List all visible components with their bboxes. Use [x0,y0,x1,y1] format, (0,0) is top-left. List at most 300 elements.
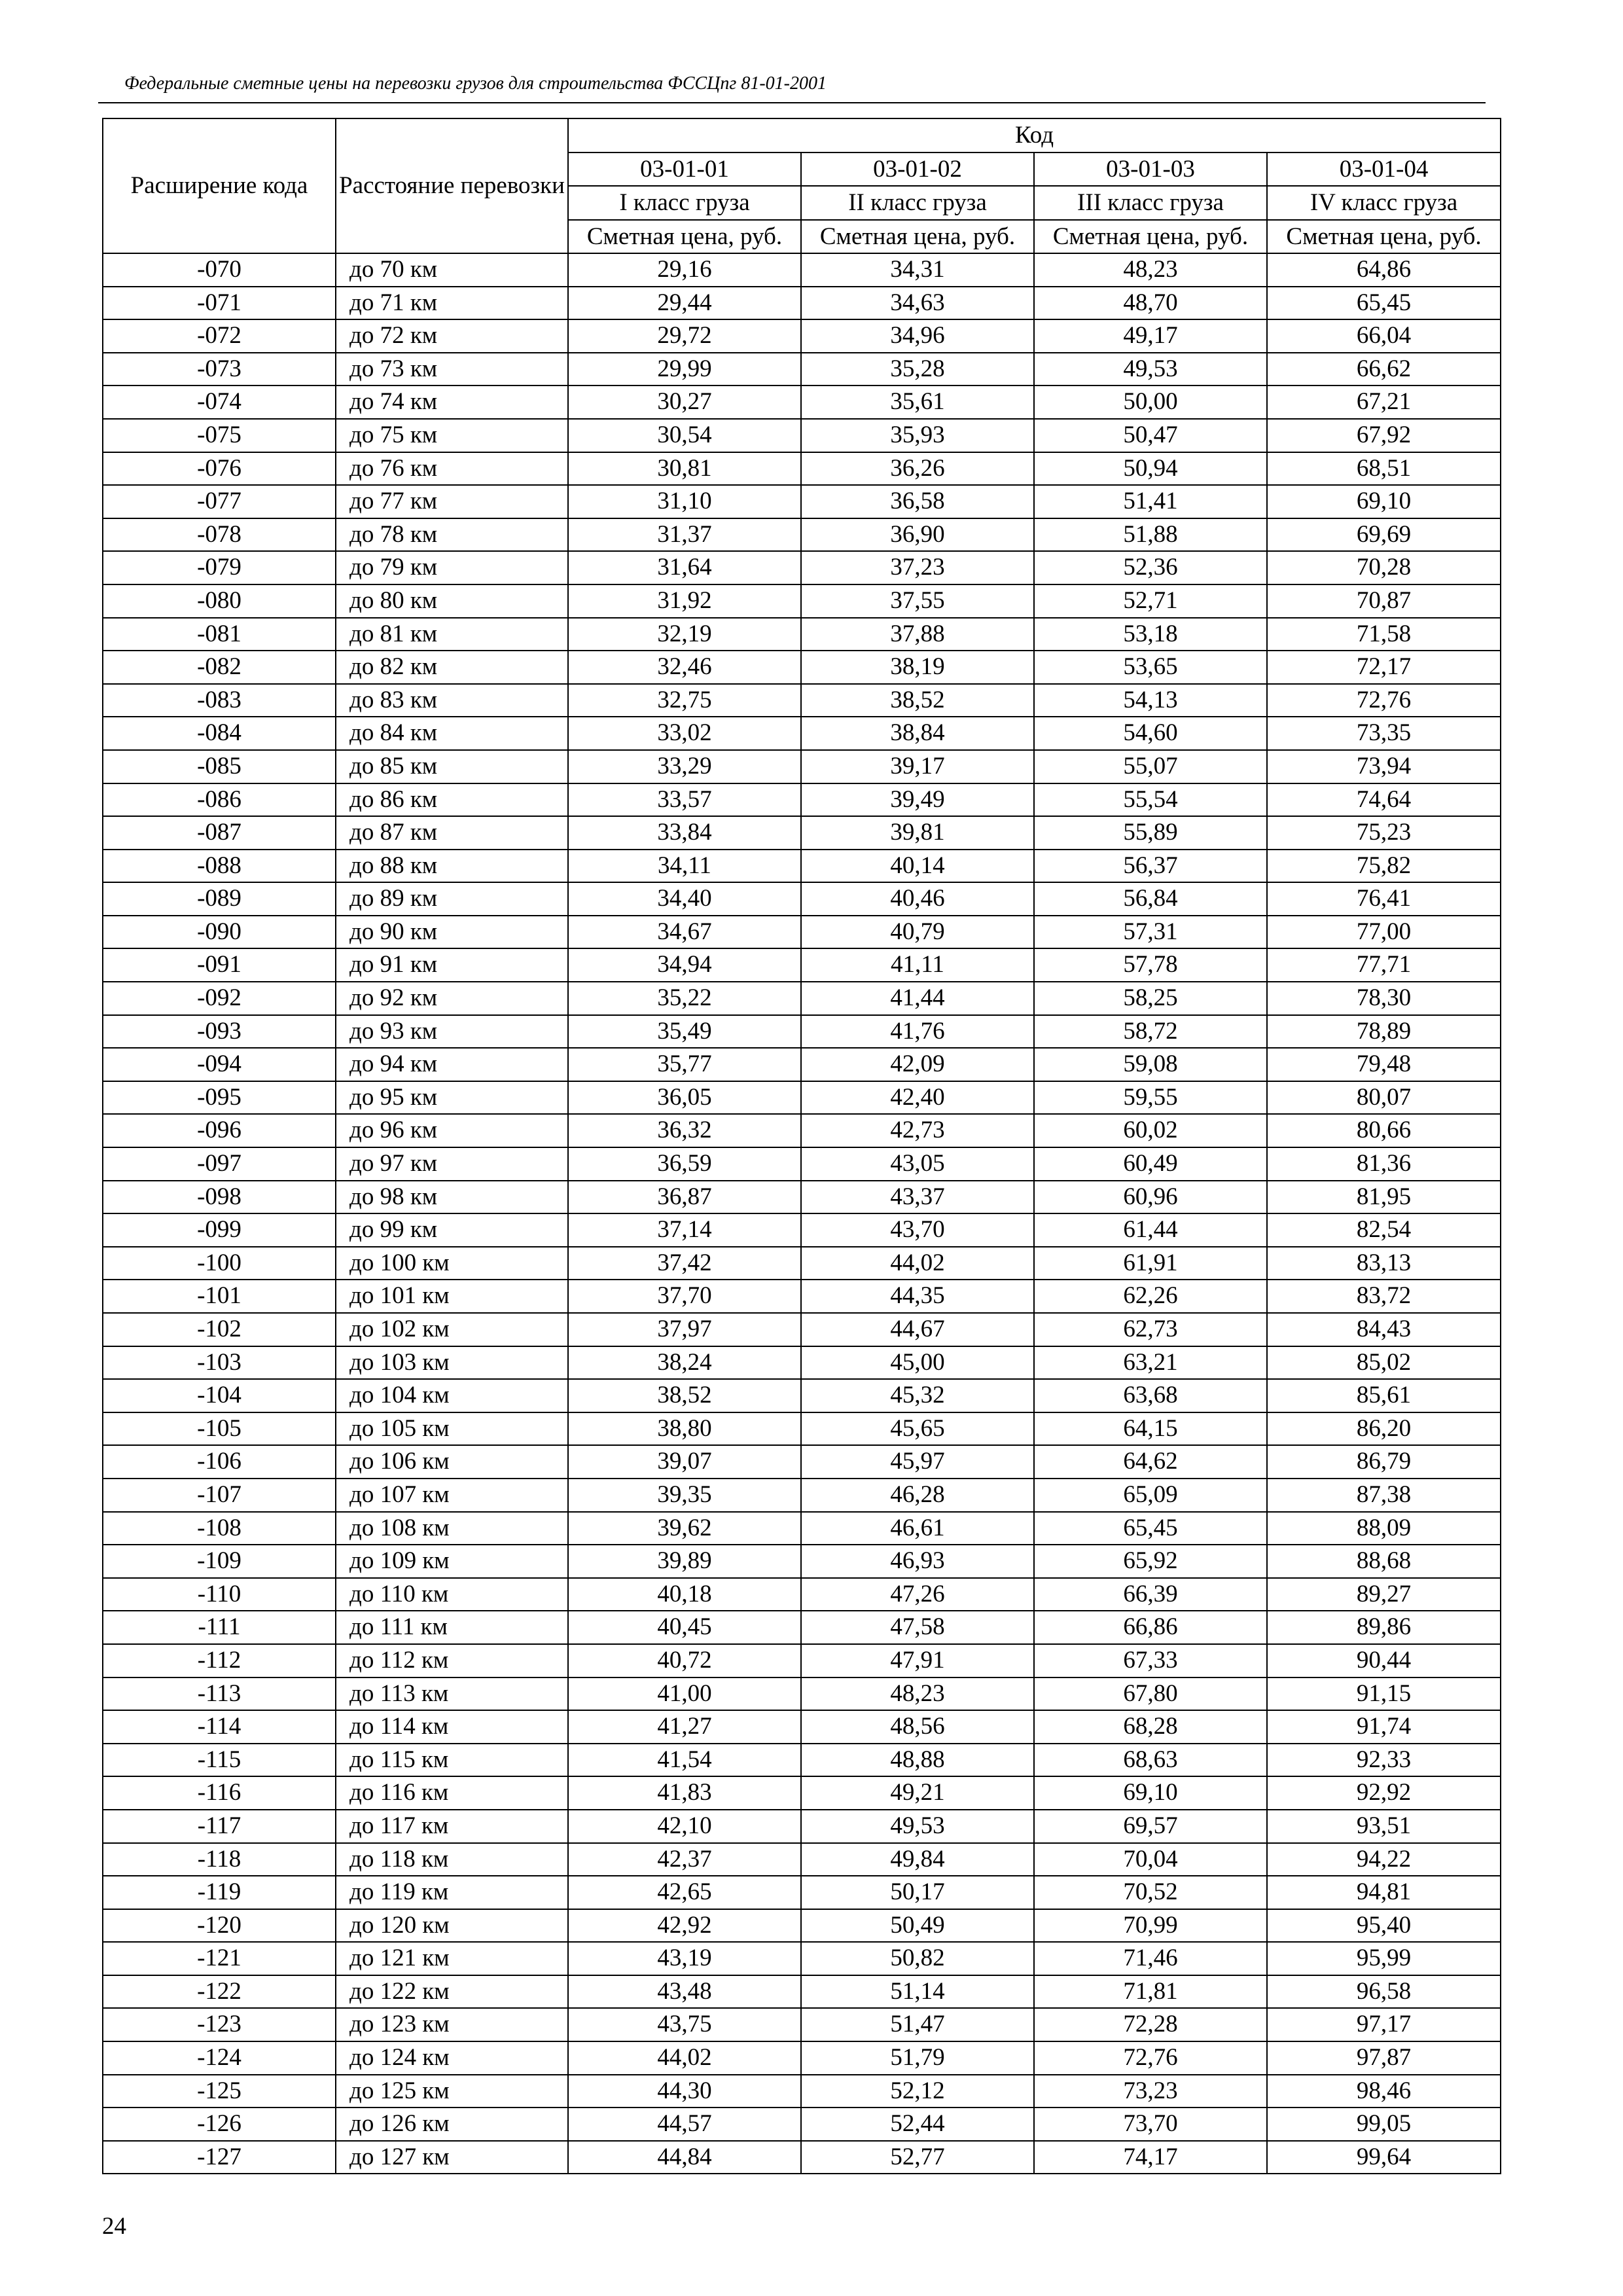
row-price-class-2: 48,88 [801,1744,1034,1777]
row-distance: до 74 км [336,386,568,419]
code-03-01-01: 03-01-01 [568,152,801,187]
row-price-class-1: 34,67 [568,916,801,949]
row-price-class-1: 42,92 [568,1909,801,1943]
row-price-class-4: 99,64 [1267,2141,1501,2174]
row-distance: до 95 км [336,1081,568,1115]
row-distance: до 83 км [336,684,568,717]
row-price-class-1: 33,02 [568,717,801,750]
table-header [103,118,1501,253]
row-price-class-1: 39,89 [568,1545,801,1578]
row-price-class-3: 67,33 [1034,1644,1267,1677]
row-price-class-2: 39,81 [801,816,1034,850]
row-price-class-3: 73,70 [1034,2108,1267,2141]
table-row [103,1280,1501,1313]
row-price-class-4: 69,10 [1267,485,1501,518]
table-row [103,1776,1501,1810]
row-price-class-1: 36,05 [568,1081,801,1115]
row-price-class-2: 41,44 [801,982,1034,1015]
row-price-class-3: 55,54 [1034,783,1267,817]
row-ext-code: -072 [103,319,336,353]
row-price-class-2: 43,05 [801,1147,1034,1181]
row-price-class-2: 37,88 [801,618,1034,651]
table-row [103,1213,1501,1247]
row-price-class-1: 30,54 [568,419,801,452]
row-price-class-4: 88,09 [1267,1512,1501,1545]
table-row [103,1975,1501,2009]
row-distance: до 109 км [336,1545,568,1578]
row-price-class-4: 98,46 [1267,2075,1501,2108]
row-price-class-3: 72,76 [1034,2041,1267,2075]
row-price-class-3: 48,70 [1034,287,1267,320]
row-price-class-4: 82,54 [1267,1213,1501,1247]
row-price-class-3: 64,15 [1034,1412,1267,1446]
row-price-class-2: 45,00 [801,1346,1034,1380]
row-price-class-3: 65,45 [1034,1512,1267,1545]
row-price-class-1: 33,84 [568,816,801,850]
row-distance: до 96 км [336,1114,568,1147]
row-price-class-4: 83,72 [1267,1280,1501,1313]
row-price-class-4: 86,20 [1267,1412,1501,1446]
row-price-class-3: 51,88 [1034,518,1267,552]
row-ext-code: -120 [103,1909,336,1943]
row-ext-code: -091 [103,948,336,982]
row-price-class-2: 48,23 [801,1677,1034,1711]
row-ext-code: -079 [103,551,336,584]
table-row [103,353,1501,386]
row-price-class-3: 74,17 [1034,2141,1267,2174]
row-distance: до 88 км [336,850,568,883]
row-distance: до 100 км [336,1247,568,1280]
row-price-class-3: 64,62 [1034,1445,1267,1479]
row-price-class-4: 84,43 [1267,1313,1501,1346]
row-price-class-1: 44,30 [568,2075,801,2108]
row-distance: до 113 км [336,1677,568,1711]
row-price-class-2: 45,32 [801,1379,1034,1412]
row-price-class-3: 56,84 [1034,882,1267,916]
row-price-class-1: 36,32 [568,1114,801,1147]
table-row [103,2108,1501,2141]
price-header-2: Сметная цена, руб. [801,220,1034,254]
row-price-class-3: 60,96 [1034,1181,1267,1214]
row-price-class-3: 67,80 [1034,1677,1267,1711]
row-price-class-1: 40,45 [568,1611,801,1644]
row-price-class-1: 43,75 [568,2008,801,2041]
table-row [103,253,1501,287]
row-price-class-1: 41,00 [568,1677,801,1711]
row-ext-code: -124 [103,2041,336,2075]
row-price-class-3: 69,57 [1034,1810,1267,1843]
row-ext-code: -096 [103,1114,336,1147]
row-price-class-4: 67,92 [1267,419,1501,452]
row-distance: до 71 км [336,287,568,320]
row-distance: до 125 км [336,2075,568,2108]
row-price-class-1: 40,72 [568,1644,801,1677]
row-price-class-3: 65,09 [1034,1479,1267,1512]
row-distance: до 94 км [336,1048,568,1081]
table-row [103,2141,1501,2174]
row-price-class-1: 38,80 [568,1412,801,1446]
row-price-class-1: 40,18 [568,1578,801,1611]
row-ext-code: -104 [103,1379,336,1412]
row-price-class-4: 77,71 [1267,948,1501,982]
row-distance: до 103 км [336,1346,568,1380]
row-price-class-1: 31,64 [568,551,801,584]
row-ext-code: -108 [103,1512,336,1545]
table-row [103,518,1501,552]
row-ext-code: -071 [103,287,336,320]
row-ext-code: -090 [103,916,336,949]
row-price-class-2: 36,58 [801,485,1034,518]
row-price-class-3: 58,72 [1034,1015,1267,1049]
row-price-class-2: 51,79 [801,2041,1034,2075]
row-price-class-3: 68,63 [1034,1744,1267,1777]
row-distance: до 99 км [336,1213,568,1247]
row-price-class-1: 29,44 [568,287,801,320]
table-row [103,1611,1501,1644]
row-ext-code: -077 [103,485,336,518]
row-price-class-1: 29,16 [568,253,801,287]
row-price-class-1: 41,83 [568,1776,801,1810]
row-ext-code: -092 [103,982,336,1015]
table-row [103,948,1501,982]
row-price-class-4: 91,74 [1267,1710,1501,1744]
code-03-01-03: 03-01-03 [1034,152,1267,187]
row-price-class-1: 36,87 [568,1181,801,1214]
row-price-class-1: 37,42 [568,1247,801,1280]
row-price-class-1: 35,49 [568,1015,801,1049]
row-price-class-2: 44,67 [801,1313,1034,1346]
row-price-class-4: 99,05 [1267,2108,1501,2141]
table-row [103,1346,1501,1380]
row-price-class-4: 64,86 [1267,253,1501,287]
row-price-class-2: 46,61 [801,1512,1034,1545]
row-price-class-1: 32,19 [568,618,801,651]
row-ext-code: -070 [103,253,336,287]
row-distance: до 115 км [336,1744,568,1777]
table-row [103,1942,1501,1975]
row-price-class-2: 40,14 [801,850,1034,883]
row-price-class-3: 70,52 [1034,1876,1267,1909]
row-distance: до 123 км [336,2008,568,2041]
row-ext-code: -109 [103,1545,336,1578]
code-03-01-04: 03-01-04 [1267,152,1501,187]
table-row [103,1810,1501,1843]
row-distance: до 111 км [336,1611,568,1644]
row-price-class-1: 29,72 [568,319,801,353]
table-row [103,816,1501,850]
row-distance: до 114 км [336,1710,568,1744]
row-price-class-4: 67,21 [1267,386,1501,419]
table-row [103,1843,1501,1876]
row-price-class-2: 49,53 [801,1810,1034,1843]
table-row [103,2075,1501,2108]
row-price-class-3: 52,71 [1034,584,1267,618]
row-price-class-1: 38,24 [568,1346,801,1380]
row-distance: до 80 км [336,584,568,618]
row-price-class-2: 42,09 [801,1048,1034,1081]
row-price-class-3: 60,49 [1034,1147,1267,1181]
row-price-class-2: 47,26 [801,1578,1034,1611]
row-price-class-4: 66,62 [1267,353,1501,386]
row-ext-code: -117 [103,1810,336,1843]
row-price-class-4: 78,30 [1267,982,1501,1015]
row-price-class-2: 52,12 [801,2075,1034,2108]
row-price-class-3: 53,18 [1034,618,1267,651]
row-price-class-3: 51,41 [1034,485,1267,518]
table-row [103,1412,1501,1446]
row-price-class-1: 43,48 [568,1975,801,2009]
row-distance: до 78 км [336,518,568,552]
row-price-class-4: 85,61 [1267,1379,1501,1412]
row-price-class-4: 87,38 [1267,1479,1501,1512]
row-distance: до 120 км [336,1909,568,1943]
row-ext-code: -080 [103,584,336,618]
row-price-class-1: 42,10 [568,1810,801,1843]
row-price-class-1: 34,11 [568,850,801,883]
row-price-class-3: 68,28 [1034,1710,1267,1744]
row-price-class-4: 66,04 [1267,319,1501,353]
row-ext-code: -102 [103,1313,336,1346]
table-row [103,551,1501,584]
class-4-header: IV класс груза [1267,186,1501,220]
row-price-class-1: 35,77 [568,1048,801,1081]
row-distance: до 127 км [336,2141,568,2174]
table-row [103,1876,1501,1909]
row-price-class-4: 72,17 [1267,651,1501,684]
row-ext-code: -103 [103,1346,336,1380]
running-header: Федеральные сметные цены на перевозки грузов для строительства ФССЦпг 81-01-2001 [124,73,827,94]
table-row [103,1313,1501,1346]
row-price-class-4: 90,44 [1267,1644,1501,1677]
row-price-class-1: 44,02 [568,2041,801,2075]
row-price-class-4: 69,69 [1267,518,1501,552]
row-price-class-2: 42,73 [801,1114,1034,1147]
row-price-class-4: 94,81 [1267,1876,1501,1909]
row-ext-code: -127 [103,2141,336,2174]
table-row [103,1114,1501,1147]
row-price-class-4: 88,68 [1267,1545,1501,1578]
row-price-class-3: 53,65 [1034,651,1267,684]
row-distance: до 86 км [336,783,568,817]
row-price-class-2: 38,84 [801,717,1034,750]
row-price-class-2: 39,49 [801,783,1034,817]
price-header-4: Сметная цена, руб. [1267,220,1501,254]
table-row [103,850,1501,883]
table-row [103,783,1501,817]
row-ext-code: -082 [103,651,336,684]
row-price-class-2: 47,91 [801,1644,1034,1677]
table-row [103,2008,1501,2041]
row-ext-code: -098 [103,1181,336,1214]
row-ext-code: -101 [103,1280,336,1313]
row-price-class-3: 50,47 [1034,419,1267,452]
row-price-class-3: 50,00 [1034,386,1267,419]
table-row [103,1578,1501,1611]
row-distance: до 72 км [336,319,568,353]
row-price-class-1: 33,29 [568,750,801,783]
row-ext-code: -121 [103,1942,336,1975]
row-distance: до 70 км [336,253,568,287]
row-price-class-2: 38,52 [801,684,1034,717]
table-row [103,618,1501,651]
row-ext-code: -078 [103,518,336,552]
row-price-class-4: 97,17 [1267,2008,1501,2041]
row-price-class-1: 37,14 [568,1213,801,1247]
row-price-class-3: 57,31 [1034,916,1267,949]
table-row [103,1379,1501,1412]
table-row [103,684,1501,717]
row-price-class-4: 74,64 [1267,783,1501,817]
row-price-class-1: 32,46 [568,651,801,684]
table-row [103,287,1501,320]
row-ext-code: -085 [103,750,336,783]
row-price-class-2: 36,26 [801,452,1034,486]
row-price-class-3: 60,02 [1034,1114,1267,1147]
distance-header: Расстояние перевозки [336,118,568,253]
row-price-class-3: 54,60 [1034,717,1267,750]
row-distance: до 84 км [336,717,568,750]
table-row [103,1512,1501,1545]
row-price-class-4: 78,89 [1267,1015,1501,1049]
row-ext-code: -074 [103,386,336,419]
row-ext-code: -122 [103,1975,336,2009]
code-header: Код [568,118,1501,152]
table-row [103,1147,1501,1181]
table-row [103,651,1501,684]
row-ext-code: -125 [103,2075,336,2108]
row-price-class-2: 50,49 [801,1909,1034,1943]
row-ext-code: -123 [103,2008,336,2041]
row-distance: до 126 км [336,2108,568,2141]
row-price-class-2: 48,56 [801,1710,1034,1744]
row-price-class-4: 95,99 [1267,1942,1501,1975]
row-distance: до 73 км [336,353,568,386]
row-price-class-4: 91,15 [1267,1677,1501,1711]
table-row [103,386,1501,419]
row-price-class-2: 52,77 [801,2141,1034,2174]
row-distance: до 92 км [336,982,568,1015]
table-row [103,419,1501,452]
row-price-class-3: 55,07 [1034,750,1267,783]
row-price-class-2: 37,55 [801,584,1034,618]
row-ext-code: -119 [103,1876,336,1909]
row-price-class-3: 48,23 [1034,253,1267,287]
row-ext-code: -116 [103,1776,336,1810]
row-distance: до 89 км [336,882,568,916]
class-1-header: I класс груза [568,186,801,220]
row-distance: до 107 км [336,1479,568,1512]
table-row [103,1015,1501,1049]
row-distance: до 90 км [336,916,568,949]
row-distance: до 75 км [336,419,568,452]
row-price-class-1: 34,40 [568,882,801,916]
row-distance: до 119 км [336,1876,568,1909]
row-ext-code: -094 [103,1048,336,1081]
row-ext-code: -097 [103,1147,336,1181]
row-price-class-1: 30,81 [568,452,801,486]
row-price-class-2: 40,46 [801,882,1034,916]
row-price-class-4: 72,76 [1267,684,1501,717]
row-ext-code: -126 [103,2108,336,2141]
row-price-class-1: 31,10 [568,485,801,518]
row-distance: до 97 км [336,1147,568,1181]
row-ext-code: -088 [103,850,336,883]
row-price-class-4: 70,87 [1267,584,1501,618]
table-row [103,1710,1501,1744]
row-price-class-3: 62,26 [1034,1280,1267,1313]
row-price-class-3: 50,94 [1034,452,1267,486]
row-ext-code: -073 [103,353,336,386]
price-table [102,118,1501,2174]
row-price-class-4: 89,27 [1267,1578,1501,1611]
table-row [103,1081,1501,1115]
row-price-class-4: 80,07 [1267,1081,1501,1115]
table-row [103,1247,1501,1280]
price-header-1: Сметная цена, руб. [568,220,801,254]
table-row [103,1644,1501,1677]
table-row [103,717,1501,750]
row-price-class-4: 95,40 [1267,1909,1501,1943]
row-price-class-4: 81,36 [1267,1147,1501,1181]
row-distance: до 91 км [336,948,568,982]
row-price-class-2: 43,70 [801,1213,1034,1247]
row-price-class-4: 68,51 [1267,452,1501,486]
row-price-class-3: 49,17 [1034,319,1267,353]
row-price-class-4: 80,66 [1267,1114,1501,1147]
row-price-class-3: 61,91 [1034,1247,1267,1280]
row-price-class-1: 31,37 [568,518,801,552]
row-ext-code: -110 [103,1578,336,1611]
row-price-class-1: 29,99 [568,353,801,386]
row-price-class-3: 59,55 [1034,1081,1267,1115]
row-price-class-4: 73,94 [1267,750,1501,783]
row-price-class-2: 34,63 [801,287,1034,320]
table-row [103,1445,1501,1479]
row-price-class-2: 51,14 [801,1975,1034,2009]
row-price-class-4: 71,58 [1267,618,1501,651]
row-distance: до 93 км [336,1015,568,1049]
row-price-class-2: 38,19 [801,651,1034,684]
row-price-class-2: 34,31 [801,253,1034,287]
row-price-class-4: 86,79 [1267,1445,1501,1479]
row-distance: до 102 км [336,1313,568,1346]
row-price-class-3: 55,89 [1034,816,1267,850]
row-price-class-2: 37,23 [801,551,1034,584]
row-ext-code: -115 [103,1744,336,1777]
row-distance: до 76 км [336,452,568,486]
row-ext-code: -118 [103,1843,336,1876]
row-price-class-1: 44,84 [568,2141,801,2174]
row-price-class-1: 39,07 [568,1445,801,1479]
row-ext-code: -113 [103,1677,336,1711]
row-ext-code: -075 [103,419,336,452]
row-price-class-4: 81,95 [1267,1181,1501,1214]
row-price-class-1: 38,52 [568,1379,801,1412]
price-header-3: Сметная цена, руб. [1034,220,1267,254]
row-price-class-4: 77,00 [1267,916,1501,949]
row-price-class-3: 61,44 [1034,1213,1267,1247]
row-distance: до 105 км [336,1412,568,1446]
row-price-class-4: 65,45 [1267,287,1501,320]
row-price-class-1: 32,75 [568,684,801,717]
row-price-class-4: 92,92 [1267,1776,1501,1810]
row-ext-code: -106 [103,1445,336,1479]
row-ext-code: -081 [103,618,336,651]
row-price-class-1: 30,27 [568,386,801,419]
row-price-class-3: 70,99 [1034,1909,1267,1943]
table-row [103,1677,1501,1711]
row-price-class-2: 41,76 [801,1015,1034,1049]
